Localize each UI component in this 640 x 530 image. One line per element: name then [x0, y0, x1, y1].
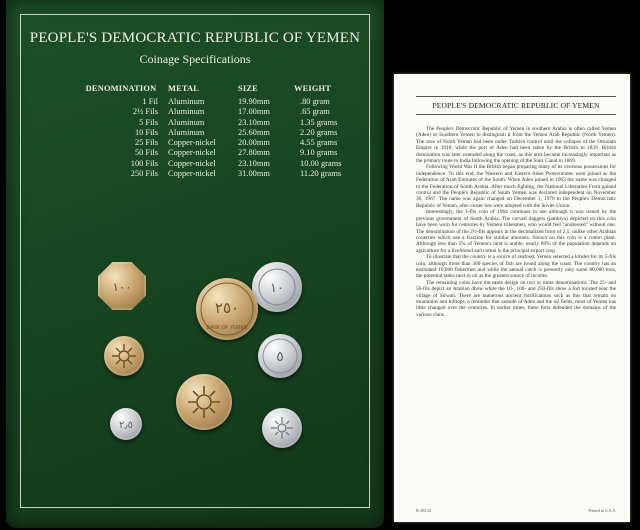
cell-denomination: 1 Fil	[142, 97, 158, 106]
cell-metal: Copper-nickel	[168, 158, 216, 168]
cell-weight: .65 gram	[300, 107, 330, 117]
svg-text:٥: ٥	[276, 349, 284, 365]
coin-100-fils	[98, 262, 146, 310]
cell-size: 23.10mm	[238, 117, 270, 127]
table-row	[74, 148, 360, 158]
coin-50-fils	[176, 374, 232, 430]
table-row	[74, 128, 360, 138]
cell-size: 25.60mm	[238, 127, 270, 137]
coin-25-fils	[104, 336, 144, 376]
cell-metal: Copper-nickel	[168, 169, 216, 179]
cell-denomination: 250 Fils	[130, 169, 158, 179]
coin-2-5-fils	[110, 408, 142, 440]
cell-weight: 2.20 grams	[300, 127, 338, 137]
table-row	[74, 97, 360, 107]
svg-text:١٠٠: ١٠٠	[112, 280, 132, 294]
leaflet-paragraph: The remaining coins have the same design on two or more denominations. The 25- and 50-fils depict an Arabian dhow while the 10-, 100- and 250-fils show a fort located near the village of Sirwah. There are numerous ancient fortifications such as this that remain on mountains and hilltops, a reminder that outside of Aden and the oil fields, most of Yemen has little changed over the centuries. In earlier times, these forts defended the domains of the various clans.	[416, 279, 616, 318]
cell-metal: Aluminum	[168, 97, 205, 106]
leaflet-body	[416, 126, 616, 318]
cell-weight: .80 gram	[300, 97, 330, 106]
cell-size: 19.90mm	[238, 97, 270, 106]
leaflet-top-rule	[416, 96, 616, 97]
coin-inscription: BANK OF YEMEN	[206, 325, 248, 331]
header-metal: METAL	[168, 84, 200, 93]
svg-text:٢٥٠: ٢٥٠	[214, 299, 240, 317]
leaflet-paragraph: Interestingly, the 1-fils coin of 1964 continues in use although it was issued by the previous government of South Arabia. The curved daggers (jambiya) depicted on this coin have been worn for centuries by Yemeni tribesmen, who would feel "undressed" without one. The denomination of the 2½-fils appears in the decimalized form of 2.5, unlike other Arabian countries which use a fraction for similar amounts. Shown on this coin is a cotton plant. Although less than 5% of Yemen's land is arable, nearly 80% of the population depends on agriculture for a livelihood and cotton is the principal export crop.	[416, 209, 616, 254]
cell-weight: 11.20 grams	[300, 169, 342, 179]
table-row	[74, 118, 360, 128]
info-leaflet	[394, 74, 630, 522]
cell-weight: 9.10 grams	[300, 148, 338, 158]
cell-metal: Copper-nickel	[168, 138, 216, 148]
cell-size: 23.10mm	[238, 158, 270, 168]
table-row	[74, 107, 360, 117]
cell-denomination: 100 Fils	[130, 158, 158, 168]
coin-250-fils	[196, 278, 258, 340]
coin-10-fils	[252, 262, 302, 312]
leaflet-paragraph: To illustrate that the country is a source of seafood, Yemen selected a lobster for its 5-fils coin, although more than 300 species of fish are found along the coast. The country has an estimated 10,000 fishermen and while the annual catch is presently only some 80,000 tons, the potential tanks next to oil as the greatest source of income.	[416, 254, 616, 280]
cell-metal: Aluminum	[168, 127, 205, 137]
leaflet-catalog-number: B-382/32	[416, 508, 432, 513]
table-row	[74, 169, 360, 179]
specifications-table	[74, 84, 360, 179]
leaflet-paragraph: Following World War II the British began preparing many of its overseas possessions for independence. To this end, the Western and Eastern Aden Protectorates were joined as the Federation of Arab Emirates of the South. When Aden joined in 1963 the name was changed to the Federation of South Arabia. After much fighting, the National Liberation Front gained control and the People's Republic of South Yemen was declared independent on November 30, 1967. The name was again changed on December 1, 1970 to the People's Democratic Republic of Yemen, after closer ties were adopted with the Soviet Union.	[416, 164, 616, 209]
table-header-row	[74, 84, 360, 97]
header-size: SIZE	[238, 84, 258, 93]
cell-denomination: 5 Fils	[139, 117, 158, 127]
cell-denomination: 2½ Fils	[132, 107, 158, 117]
cell-denomination: 25 Fils	[134, 138, 158, 148]
cell-weight: 4.55 grams	[300, 138, 338, 148]
cell-size: 17.00mm	[238, 107, 270, 117]
cell-metal: Copper-nickel	[168, 148, 216, 158]
cell-denomination: 10 Fils	[134, 127, 158, 137]
cell-size: 27.80mm	[238, 148, 270, 158]
card-title: PEOPLE'S DEMOCRATIC REPUBLIC OF YEMEN	[29, 30, 361, 46]
leaflet-print-note: Printed in U.S.A.	[588, 508, 616, 513]
table-row	[74, 159, 360, 169]
cell-metal: Aluminum	[168, 107, 205, 117]
cell-denomination: 50 Fils	[134, 148, 158, 158]
leaflet-paragraph: The People's Democratic Republic of Yemen in southern Arabia is often called Yemen (Aden) or Southern Yemen to distinguish it from the Yemen Arab Republic (North Yemen). The area of North Yemen had been under Turkish control until the collapse of the Ottoman Empire in 1918, while the port of Aden had been taken by the British in 1839. British domination was later extended along the coast, as this area became increasingly important as the primary route to India following the opening of the Suez Canal in 1869.	[416, 126, 616, 165]
leaflet-bottom-rule	[416, 114, 616, 115]
card-subtitle: Coinage Specifications	[139, 52, 251, 66]
cell-metal: Aluminum	[168, 117, 205, 127]
coin-1-fil	[262, 408, 302, 448]
cell-weight: 10.00 grams	[300, 158, 342, 168]
leaflet-title: PEOPLE'S DEMOCRATIC REPUBLIC OF YEMEN	[432, 101, 600, 110]
svg-text:٢٫٥: ٢٫٥	[119, 420, 133, 431]
table-row	[74, 138, 360, 148]
header-denomination: DENOMINATION	[85, 84, 157, 93]
coin-5-fils	[258, 334, 302, 378]
coin-card	[6, 0, 384, 528]
header-weight: WEIGHT	[294, 84, 332, 93]
cell-size: 31.00mm	[238, 169, 270, 179]
cell-size: 20.00mm	[238, 138, 270, 148]
svg-text:١٠: ١٠	[270, 281, 284, 296]
cell-weight: 1.35 grams	[300, 117, 338, 127]
